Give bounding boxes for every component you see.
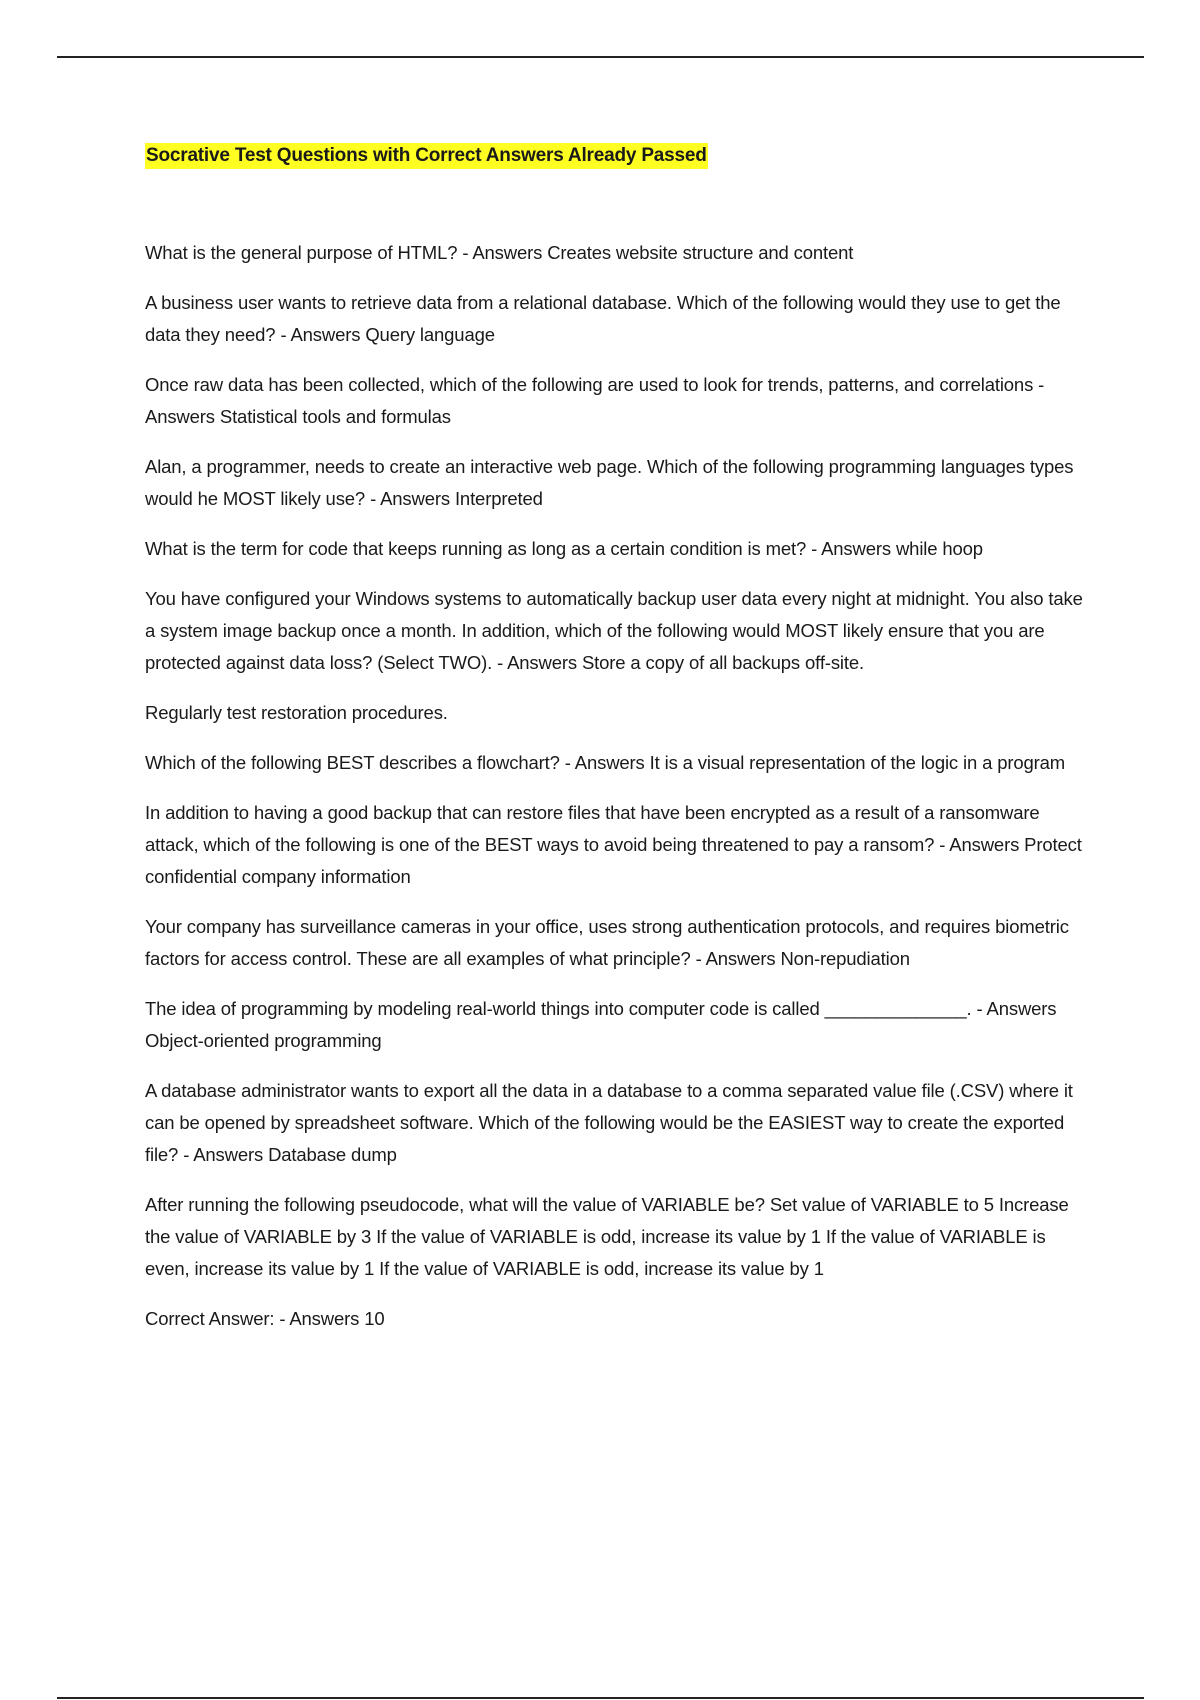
question-text: What is the term for code that keeps running as long as a certain condition is met? <box>145 538 807 559</box>
answer-text: Answers Interpreted <box>380 488 543 509</box>
answer-text: Answers Query language <box>290 324 495 345</box>
answer-text: Answers Statistical tools and formulas <box>145 406 451 427</box>
question-text: What is the general purpose of HTML? <box>145 242 458 263</box>
qa-entry <box>145 451 1095 515</box>
qa-entry <box>145 237 1095 269</box>
answer-text: Answers Store a copy of all backups off-site. <box>507 652 864 673</box>
separator: - <box>492 652 508 673</box>
separator: - <box>365 488 381 509</box>
qa-entry <box>145 1075 1095 1171</box>
top-rule <box>57 56 1144 58</box>
qa-entry <box>145 911 1095 975</box>
separator: - <box>275 324 291 345</box>
question-text: In addition to having a good backup that can restore files that have been encrypted as a result of a ransomware attack, which of the following is one of the BEST ways to avoid being threatened to pay a ransom? <box>145 802 1040 855</box>
answer-text: Answers while hoop <box>821 538 983 559</box>
qa-entry <box>145 583 1095 679</box>
separator: - <box>690 948 706 969</box>
answer-text: Answers 10 <box>289 1308 385 1329</box>
separator: - <box>178 1144 194 1165</box>
qa-entry <box>145 747 1095 779</box>
answer-text: Answers Database dump <box>193 1144 397 1165</box>
qa-entry <box>145 797 1095 893</box>
pseudocode-question: After running the following pseudocode, what will the value of VARIABLE be? Set value of VARIABLE to 5 Increase the value of VARIABLE by 3 If the value of VARIABLE is odd, increase its value by 1 If the value of VARIABLE is even, increase its value by 1 If the value of VARIABLE is odd, increase its value by 1 <box>145 1194 1069 1279</box>
question-text: You have configured your Windows systems to automatically backup user data every night at midnight. You also take a system image backup once a month. In addition, which of the following would MOST likely ensure that you are protected against data loss? (Select TWO). <box>145 588 1083 673</box>
question-text: Correct Answer: <box>145 1308 275 1329</box>
separator: - <box>934 834 950 855</box>
question-text: Once raw data has been collected, which of the following are used to look for trends, patterns, and correlations <box>145 374 1034 395</box>
continuation-text: Regularly test restoration procedures. <box>145 702 448 723</box>
answer-text: Answers It is a visual representation of the logic in a program <box>574 752 1066 773</box>
qa-entry <box>145 369 1095 433</box>
question-text: Your company has surveillance cameras in your office, uses strong authentication protocols, and requires biometric factors for access control. These are all examples of what principle? <box>145 916 1069 969</box>
separator: - <box>559 752 575 773</box>
separator: - <box>971 998 987 1019</box>
answer-text: Answers Creates website structure and content <box>472 242 854 263</box>
document-body <box>145 143 1095 1353</box>
qa-entry <box>145 287 1095 351</box>
separator: - <box>806 538 822 559</box>
question-text: The idea of programming by modeling real-world things into computer code is called ______________. <box>145 998 972 1019</box>
answer-text: Answers Non-repudiation <box>705 948 910 969</box>
question-text: Which of the following BEST describes a flowchart? <box>145 752 560 773</box>
answer-text: Answers Protect confidential company information <box>145 834 1082 887</box>
separator: - <box>1033 374 1045 395</box>
qa-entry <box>145 1303 1095 1335</box>
separator: - <box>457 242 473 263</box>
question-text: Alan, a programmer, needs to create an interactive web page. Which of the following programming languages types would he MOST likely use? <box>145 456 1074 509</box>
separator: - <box>274 1308 290 1329</box>
qa-entry <box>145 993 1095 1057</box>
document-title: Socrative Test Questions with Correct Answers Already Passed <box>145 143 708 169</box>
qa-entry <box>145 533 1095 565</box>
question-text: A business user wants to retrieve data from a relational database. Which of the following would they use to get the data they need? <box>145 292 1061 345</box>
bottom-rule <box>57 1697 1144 1699</box>
answer-text: Answers Object-oriented programming <box>145 998 1057 1051</box>
question-text: A database administrator wants to export all the data in a database to a comma separated value file (.CSV) where it can be opened by spreadsheet software. Which of the following would be the EASIEST way to create the exported file? <box>145 1080 1073 1165</box>
